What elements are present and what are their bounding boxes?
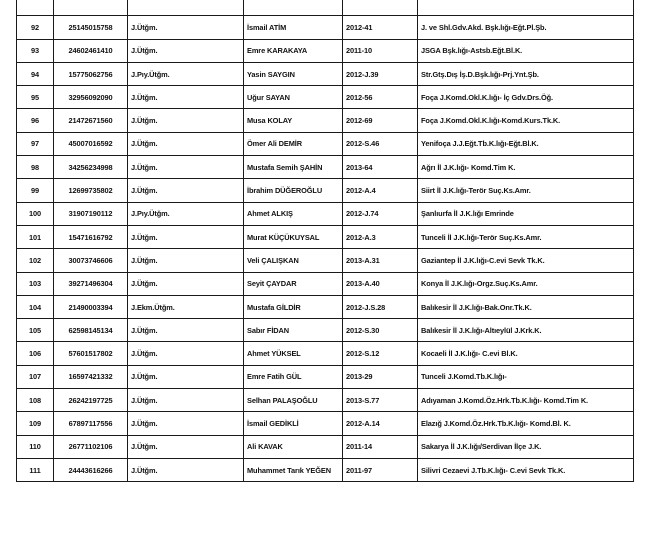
full-name-cell: Veli ÇALIŞKAN bbox=[244, 249, 343, 272]
assigned-unit-cell: Yenifoça J.J.Eğt.Tb.K.lığı-Eğt.Bl.K. bbox=[418, 132, 634, 155]
table-row bbox=[17, 202, 634, 225]
id-number-cell: 57601517802 bbox=[54, 342, 128, 365]
assigned-unit-cell: J. ve Shl.Gdv.Akd. Bşk.lığı-Eğt.Pl.Şb. bbox=[418, 16, 634, 39]
class-code-cell: 2012-69 bbox=[343, 109, 418, 132]
personnel-table-body bbox=[17, 0, 634, 482]
rank-cell: J.Ütğm. bbox=[128, 435, 244, 458]
class-code-cell: 2011-97 bbox=[343, 458, 418, 481]
class-code-cell: 2013-S.77 bbox=[343, 389, 418, 412]
row-number-cell: 102 bbox=[17, 249, 54, 272]
class-code-cell: 2013-64 bbox=[343, 156, 418, 179]
class-code-cell: 2012-S.30 bbox=[343, 319, 418, 342]
id-number-cell: 45007016592 bbox=[54, 132, 128, 155]
rank-cell: J.Ütğm. bbox=[128, 225, 244, 248]
row-number-cell: 109 bbox=[17, 412, 54, 435]
full-name-cell: Ali KAVAK bbox=[244, 435, 343, 458]
table-row bbox=[17, 86, 634, 109]
id-number-cell: 25145015758 bbox=[54, 16, 128, 39]
row-number-cell: 95 bbox=[17, 86, 54, 109]
assigned-unit-cell: Elazığ J.Komd.Öz.Hrk.Tb.K.lığı- Komd.Bl. K. bbox=[418, 412, 634, 435]
class-code-cell: 2013-A.40 bbox=[343, 272, 418, 295]
assigned-unit-cell: Kocaeli İl J.K.lığı- C.evi Bl.K. bbox=[418, 342, 634, 365]
rank-cell: J.Ütğm. bbox=[128, 16, 244, 39]
assigned-unit-cell: Sakarya İl J.K.lığı/Serdivan İlçe J.K. bbox=[418, 435, 634, 458]
full-name-cell: Musa KOLAY bbox=[244, 109, 343, 132]
row-number-cell bbox=[17, 0, 54, 16]
assigned-unit-cell: Ağrı İl J.K.lığı- Komd.Tim K. bbox=[418, 156, 634, 179]
rank-cell: J.Ütğm. bbox=[128, 156, 244, 179]
class-code-cell: 2012-J.S.28 bbox=[343, 295, 418, 318]
table-row bbox=[17, 412, 634, 435]
table-row bbox=[17, 16, 634, 39]
id-number-cell bbox=[54, 0, 128, 16]
full-name-cell bbox=[244, 0, 343, 16]
row-number-cell: 104 bbox=[17, 295, 54, 318]
assigned-unit-cell: Adıyaman J.Komd.Öz.Hrk.Tb.K.lığı- Komd.Tim K. bbox=[418, 389, 634, 412]
assigned-unit-cell: Balıkesir İl J.K.lığı-Altıeylül J.Krk.K. bbox=[418, 319, 634, 342]
class-code-cell: 2012-S.46 bbox=[343, 132, 418, 155]
full-name-cell: Mustafa GİLDİR bbox=[244, 295, 343, 318]
rank-cell: J.Ütğm. bbox=[128, 342, 244, 365]
rank-cell: J.Ütğm. bbox=[128, 249, 244, 272]
rank-cell: J.Ütğm. bbox=[128, 365, 244, 388]
full-name-cell: Ahmet ALKIŞ bbox=[244, 202, 343, 225]
row-number-cell: 93 bbox=[17, 39, 54, 62]
id-number-cell: 16597421332 bbox=[54, 365, 128, 388]
table-row bbox=[17, 272, 634, 295]
rank-cell: J.Pıy.Ütğm. bbox=[128, 62, 244, 85]
rank-cell bbox=[128, 0, 244, 16]
assigned-unit-cell: Şanlıurfa İl J.K.lığı Emrinde bbox=[418, 202, 634, 225]
full-name-cell: Ömer Ali DEMİR bbox=[244, 132, 343, 155]
assigned-unit-cell: Tunceli J.Komd.Tb.K.lığı- bbox=[418, 365, 634, 388]
row-number-cell: 108 bbox=[17, 389, 54, 412]
full-name-cell: Yasin SAYGIN bbox=[244, 62, 343, 85]
class-code-cell: 2012-J.39 bbox=[343, 62, 418, 85]
table-row bbox=[17, 295, 634, 318]
class-code-cell bbox=[343, 0, 418, 16]
id-number-cell: 15471616792 bbox=[54, 225, 128, 248]
table-row bbox=[17, 179, 634, 202]
table-row bbox=[17, 435, 634, 458]
id-number-cell: 32956092090 bbox=[54, 86, 128, 109]
assigned-unit-cell: Gaziantep İl J.K.lığı-C.evi Sevk Tk.K. bbox=[418, 249, 634, 272]
id-number-cell: 67897117556 bbox=[54, 412, 128, 435]
rank-cell: J.Ütğm. bbox=[128, 389, 244, 412]
row-number-cell: 99 bbox=[17, 179, 54, 202]
rank-cell: J.Pıy.Ütğm. bbox=[128, 202, 244, 225]
row-number-cell: 106 bbox=[17, 342, 54, 365]
row-number-cell: 97 bbox=[17, 132, 54, 155]
full-name-cell: İbrahim DÜĞEROĞLU bbox=[244, 179, 343, 202]
full-name-cell: Mustafa Semih ŞAHİN bbox=[244, 156, 343, 179]
id-number-cell: 12699735802 bbox=[54, 179, 128, 202]
rank-cell: J.Ütğm. bbox=[128, 319, 244, 342]
assigned-unit-cell: Foça J.Komd.Okl.K.lığı-Komd.Kurs.Tk.K. bbox=[418, 109, 634, 132]
full-name-cell: Selhan PALAŞOĞLU bbox=[244, 389, 343, 412]
table-row bbox=[17, 249, 634, 272]
class-code-cell: 2012-J.74 bbox=[343, 202, 418, 225]
table-row bbox=[17, 225, 634, 248]
rank-cell: J.Ütğm. bbox=[128, 39, 244, 62]
row-number-cell: 92 bbox=[17, 16, 54, 39]
class-code-cell: 2012-A.4 bbox=[343, 179, 418, 202]
row-number-cell: 111 bbox=[17, 458, 54, 481]
assigned-unit-cell: Foça J.Komd.Okl.K.lığı- İç Gdv.Drs.Öğ. bbox=[418, 86, 634, 109]
assigned-unit-cell: Siirt İl J.K.lığı-Terör Suç.Ks.Amr. bbox=[418, 179, 634, 202]
table-row bbox=[17, 109, 634, 132]
class-code-cell: 2012-41 bbox=[343, 16, 418, 39]
rank-cell: J.Ütğm. bbox=[128, 458, 244, 481]
row-number-cell: 94 bbox=[17, 62, 54, 85]
id-number-cell: 34256234998 bbox=[54, 156, 128, 179]
class-code-cell: 2011-10 bbox=[343, 39, 418, 62]
table-row bbox=[17, 458, 634, 481]
assigned-unit-cell: JSGA Bşk.lığı-Astsb.Eğt.Bl.K. bbox=[418, 39, 634, 62]
id-number-cell: 62598145134 bbox=[54, 319, 128, 342]
id-number-cell: 31907190112 bbox=[54, 202, 128, 225]
table-row bbox=[17, 39, 634, 62]
full-name-cell: Sabır FİDAN bbox=[244, 319, 343, 342]
row-number-cell: 107 bbox=[17, 365, 54, 388]
rank-cell: J.Ütğm. bbox=[128, 109, 244, 132]
full-name-cell: Uğur SAYAN bbox=[244, 86, 343, 109]
assigned-unit-cell: Konya İl J.K.lığı-Orgz.Suç.Ks.Amr. bbox=[418, 272, 634, 295]
full-name-cell: Muhammet Tarık YEĞEN bbox=[244, 458, 343, 481]
id-number-cell: 15775062756 bbox=[54, 62, 128, 85]
full-name-cell: İsmail GEDİKLİ bbox=[244, 412, 343, 435]
assigned-unit-cell: Tunceli İl J.K.lığı-Terör Suç.Ks.Amr. bbox=[418, 225, 634, 248]
class-code-cell: 2012-S.12 bbox=[343, 342, 418, 365]
class-code-cell: 2013-29 bbox=[343, 365, 418, 388]
full-name-cell: Emre KARAKAYA bbox=[244, 39, 343, 62]
table-row bbox=[17, 156, 634, 179]
assigned-unit-cell: Str.Gtş.Dış İş.D.Bşk.lığı-Prj.Ynt.Şb. bbox=[418, 62, 634, 85]
table-row bbox=[17, 62, 634, 85]
row-number-cell: 98 bbox=[17, 156, 54, 179]
id-number-cell: 21490003394 bbox=[54, 295, 128, 318]
full-name-cell: Seyit ÇAYDAR bbox=[244, 272, 343, 295]
assigned-unit-cell: Silivri Cezaevi J.Tb.K.lığı- C.evi Sevk Tk.K. bbox=[418, 458, 634, 481]
assigned-unit-cell: Balıkesir İl J.K.lığı-Bak.Onr.Tk.K. bbox=[418, 295, 634, 318]
class-code-cell: 2013-A.31 bbox=[343, 249, 418, 272]
row-number-cell: 105 bbox=[17, 319, 54, 342]
rank-cell: J.Ütğm. bbox=[128, 179, 244, 202]
row-number-cell: 101 bbox=[17, 225, 54, 248]
personnel-table bbox=[16, 0, 634, 482]
assigned-unit-cell bbox=[418, 0, 634, 16]
rank-cell: J.Ütğm. bbox=[128, 86, 244, 109]
class-code-cell: 2011-14 bbox=[343, 435, 418, 458]
table-row bbox=[17, 319, 634, 342]
id-number-cell: 21472671560 bbox=[54, 109, 128, 132]
id-number-cell: 26242197725 bbox=[54, 389, 128, 412]
table-row bbox=[17, 389, 634, 412]
row-number-cell: 103 bbox=[17, 272, 54, 295]
rank-cell: J.Ütğm. bbox=[128, 272, 244, 295]
full-name-cell: Emre Fatih GÜL bbox=[244, 365, 343, 388]
table-row bbox=[17, 132, 634, 155]
full-name-cell: Ahmet YÜKSEL bbox=[244, 342, 343, 365]
row-number-cell: 100 bbox=[17, 202, 54, 225]
rank-cell: J.Ekm.Ütğm. bbox=[128, 295, 244, 318]
full-name-cell: İsmail ATİM bbox=[244, 16, 343, 39]
id-number-cell: 24602461410 bbox=[54, 39, 128, 62]
id-number-cell: 26771102106 bbox=[54, 435, 128, 458]
full-name-cell: Murat KÜÇÜKUYSAL bbox=[244, 225, 343, 248]
class-code-cell: 2012-A.3 bbox=[343, 225, 418, 248]
table-row bbox=[17, 0, 634, 16]
class-code-cell: 2012-56 bbox=[343, 86, 418, 109]
row-number-cell: 96 bbox=[17, 109, 54, 132]
id-number-cell: 30073746606 bbox=[54, 249, 128, 272]
class-code-cell: 2012-A.14 bbox=[343, 412, 418, 435]
id-number-cell: 24443616266 bbox=[54, 458, 128, 481]
rank-cell: J.Ütğm. bbox=[128, 412, 244, 435]
table-row bbox=[17, 365, 634, 388]
row-number-cell: 110 bbox=[17, 435, 54, 458]
table-row bbox=[17, 342, 634, 365]
id-number-cell: 39271496304 bbox=[54, 272, 128, 295]
rank-cell: J.Ütğm. bbox=[128, 132, 244, 155]
